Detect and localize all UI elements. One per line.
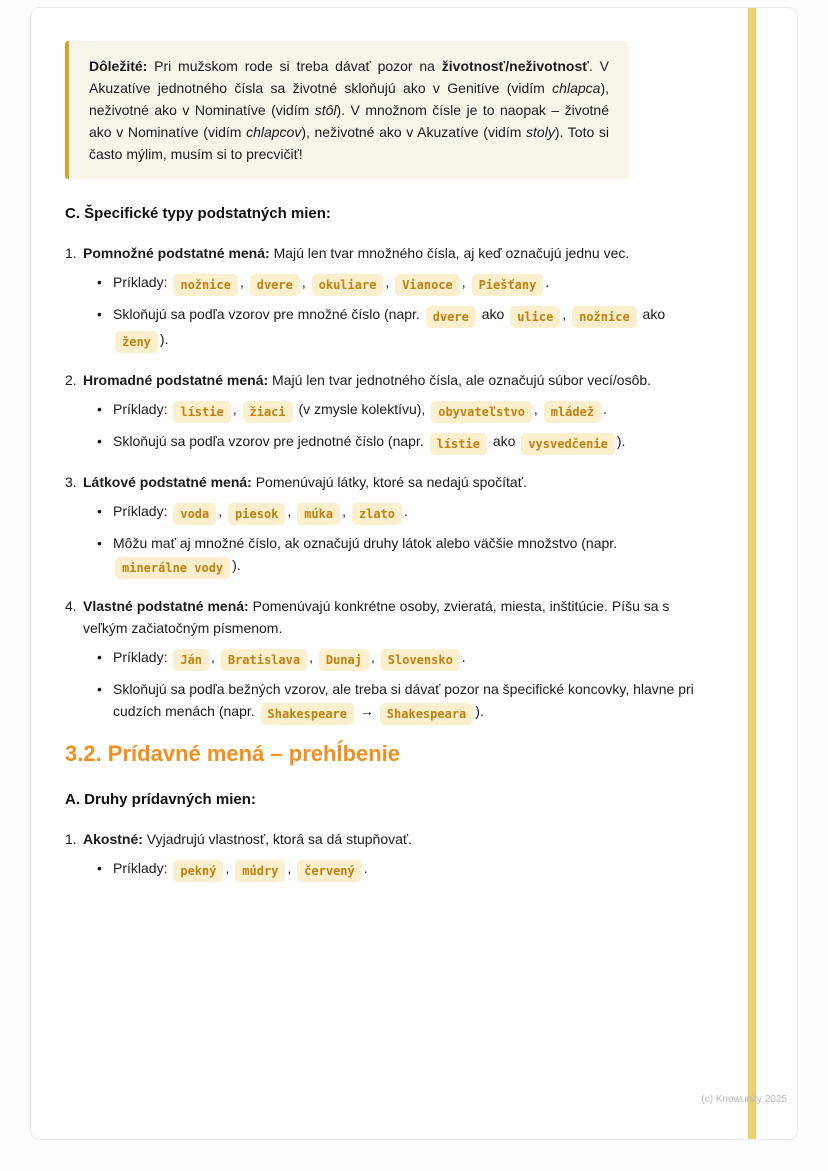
- code-chip: vysvedčenie: [521, 433, 614, 455]
- item-number: 1.: [65, 245, 77, 261]
- bullet-text: [113, 857, 705, 882]
- text-segment: Hromadné podstatné mená:: [83, 372, 269, 388]
- code-chip: Shakespeare: [261, 703, 354, 725]
- bullet-text: [113, 430, 705, 455]
- text-segment: Príklady:: [113, 274, 172, 290]
- item-number: 1.: [65, 831, 77, 847]
- text-segment: ako: [638, 306, 666, 322]
- text-segment: životnosť/neživotnosť: [441, 58, 589, 74]
- item-lead: [83, 828, 705, 850]
- text-segment: ).: [616, 433, 626, 449]
- text-segment: ,: [385, 274, 394, 290]
- text-segment: ako: [477, 306, 509, 322]
- text-segment: ,: [301, 274, 310, 290]
- section-c-heading: C. Špecifické typy podstatných mien:: [65, 205, 331, 222]
- text-segment: ,: [287, 503, 296, 519]
- bullet-text: [113, 678, 705, 725]
- text-segment: Vlastné podstatné mená:: [83, 598, 249, 614]
- text-segment: .: [603, 401, 607, 417]
- code-chip: zlato: [352, 503, 402, 525]
- bullet-icon: •: [97, 274, 102, 290]
- text-segment: ,: [225, 860, 234, 876]
- callout-text: [89, 55, 609, 165]
- code-chip: obyvateľstvo: [431, 401, 532, 423]
- code-chip: pekný: [173, 860, 223, 882]
- text-segment: chlapcov: [246, 124, 302, 140]
- document-content: [31, 8, 797, 882]
- text-segment: ,: [533, 401, 542, 417]
- text-segment: stoly: [526, 124, 555, 140]
- code-chip: Slovensko: [381, 649, 460, 671]
- text-segment: Pomenúvajú konkrétne osoby, zvieratá, miesta, inštitúcie. Píšu sa s veľkým začiatočným písmenom.: [83, 598, 670, 636]
- text-segment: ).: [475, 703, 484, 719]
- code-chip: červený: [297, 860, 362, 882]
- text-segment: stôl: [314, 102, 337, 118]
- important-callout: [65, 41, 629, 179]
- item-body: [83, 595, 705, 725]
- bullet-item: [83, 271, 705, 296]
- code-chip: Shakespeara: [380, 703, 473, 725]
- code-chip: Dunaj: [319, 649, 369, 671]
- code-chip: nožnice: [572, 306, 637, 328]
- text-segment: Pri mužskom rode si treba dávať pozor na: [147, 58, 442, 74]
- text-segment: ,: [232, 401, 241, 417]
- code-chip: mládež: [544, 401, 601, 423]
- code-chip: dvere: [426, 306, 476, 328]
- text-segment: ako: [488, 433, 520, 449]
- bullet-item: [83, 532, 705, 579]
- text-segment: ). Toto si často mýlim, musím si to precvičiť!: [89, 124, 609, 162]
- item-body: [83, 828, 705, 882]
- bullet-icon: •: [97, 433, 102, 449]
- text-segment: Akostné:: [83, 831, 143, 847]
- bullet-item: [83, 303, 705, 353]
- bullet-icon: •: [97, 860, 102, 876]
- text-segment: Pomenúvajú látky, ktoré sa nedajú spočítať.: [251, 474, 527, 490]
- text-segment: Príklady:: [113, 401, 172, 417]
- bullet-icon: •: [97, 649, 102, 665]
- text-segment: chlapca: [552, 80, 601, 96]
- bullet-text: [113, 271, 705, 296]
- code-chip: lístie: [430, 433, 487, 455]
- section-a-heading: A. Druhy prídavných mien:: [65, 791, 256, 808]
- text-segment: ,: [342, 503, 350, 519]
- bullet-text: [113, 398, 705, 423]
- item-body: [83, 369, 705, 455]
- bullet-text: [113, 646, 705, 671]
- bullet-icon: •: [97, 401, 102, 417]
- bullet-item: [83, 430, 705, 455]
- text-segment: ,: [218, 503, 227, 519]
- text-segment: .: [404, 503, 408, 519]
- item-body: [83, 471, 705, 579]
- item-lead: [83, 242, 705, 264]
- section-3-2-heading: 3.2. Prídavné mená – prehĺbenie: [65, 741, 401, 766]
- bullet-text: [113, 500, 705, 525]
- text-segment: ,: [239, 274, 248, 290]
- code-chip: Piešťany: [472, 274, 544, 296]
- text-segment: .: [461, 649, 466, 665]
- text-segment: (v zmysle kolektívu),: [294, 401, 430, 417]
- text-segment: ).: [232, 557, 241, 573]
- code-chip: dvere: [250, 274, 300, 296]
- bullet-text: [113, 532, 705, 579]
- numbered-item-pomnozne: [65, 242, 705, 353]
- bullet-item: [83, 500, 705, 525]
- code-chip: žiaci: [243, 401, 293, 423]
- numbered-item-akostne: [65, 828, 705, 882]
- item-lead: [83, 471, 705, 493]
- text-segment: ,: [309, 649, 317, 665]
- bullet-icon: •: [97, 306, 102, 322]
- code-chip: lístie: [173, 401, 230, 423]
- text-segment: Skloňujú sa podľa vzorov pre jednotné číslo (napr.: [113, 433, 428, 449]
- code-chip: okuliare: [312, 274, 384, 296]
- code-chip: Vianoce: [395, 274, 460, 296]
- text-segment: .: [545, 274, 550, 290]
- text-segment: ).: [159, 331, 169, 347]
- item-lead: [83, 369, 705, 391]
- bullet-item: [83, 857, 705, 882]
- bullet-item: [83, 398, 705, 423]
- code-chip: piesok: [228, 503, 285, 525]
- text-segment: . V Akuzatíve jednotného čísla sa životné skloňujú ako v Genitíve (vidím: [89, 58, 609, 96]
- bullet-icon: •: [97, 681, 102, 697]
- text-segment: ,: [211, 649, 219, 665]
- code-chip: nožnice: [173, 274, 238, 296]
- item-number: 4.: [65, 598, 77, 614]
- text-segment: Môžu mať aj množné číslo, ak označujú druhy látok alebo väčšie množstvo (napr.: [113, 535, 618, 551]
- text-segment: Príklady:: [113, 503, 172, 519]
- copyright-footer: (c) Knowunity 2025: [701, 1094, 787, 1105]
- text-segment: ), neživotné ako v Nominatíve (vidím: [89, 80, 609, 118]
- text-segment: ,: [461, 274, 470, 290]
- item-number: 3.: [65, 474, 77, 490]
- page-edge-ribbon: [748, 8, 756, 1139]
- bullet-icon: •: [97, 535, 102, 551]
- numbered-item-hromadne: [65, 369, 705, 455]
- item-body: [83, 242, 705, 353]
- text-segment: Skloňujú sa podľa vzorov pre množné číslo (napr.: [113, 306, 424, 322]
- text-segment: Príklady:: [113, 649, 172, 665]
- bullet-item: [83, 678, 705, 725]
- code-chip: ulice: [510, 306, 560, 328]
- text-segment: ,: [287, 860, 296, 876]
- bullet-icon: •: [97, 503, 102, 519]
- document-card: [30, 7, 798, 1140]
- text-segment: ,: [562, 306, 571, 322]
- text-segment: .: [363, 860, 368, 876]
- code-chip: múdry: [235, 860, 285, 882]
- code-chip: múka: [297, 503, 340, 525]
- numbered-item-vlastne: [65, 595, 705, 725]
- item-number: 2.: [65, 372, 77, 388]
- code-chip: minerálne vody: [115, 557, 230, 579]
- code-chip: Ján: [173, 649, 209, 671]
- code-chip: Bratislava: [221, 649, 307, 671]
- text-segment: Majú len tvar množného čísla, aj keď označujú jednu vec.: [269, 245, 630, 261]
- text-segment: ). V množnom čísle je to naopak – životné ako v Nominatíve (vidím: [89, 102, 609, 140]
- text-segment: Látkové podstatné mená:: [83, 474, 252, 490]
- text-segment: Dôležité:: [89, 58, 148, 74]
- text-segment: Majú len tvar jednotného čísla, ale označujú súbor vecí/osôb.: [268, 372, 652, 388]
- bullet-item: [83, 646, 705, 671]
- numbered-item-latkove: [65, 471, 705, 579]
- code-chip: ženy: [115, 331, 158, 353]
- text-segment: ,: [370, 649, 379, 665]
- text-segment: Pomnožné podstatné mená:: [83, 245, 270, 261]
- bullet-text: [113, 303, 705, 353]
- text-segment: Skloňujú sa podľa bežných vzorov, ale treba si dávať pozor na špecifické koncovky, hlavne pri cudzích menách (napr.: [113, 681, 694, 719]
- text-segment: →: [356, 703, 378, 719]
- text-segment: Príklady:: [113, 860, 172, 876]
- text-segment: ), neživotné ako v Akuzatíve (vidím: [301, 124, 527, 140]
- code-chip: voda: [173, 503, 216, 525]
- item-lead: [83, 595, 705, 639]
- text-segment: Vyjadrujú vlastnosť, ktorá sa dá stupňovať.: [142, 831, 413, 847]
